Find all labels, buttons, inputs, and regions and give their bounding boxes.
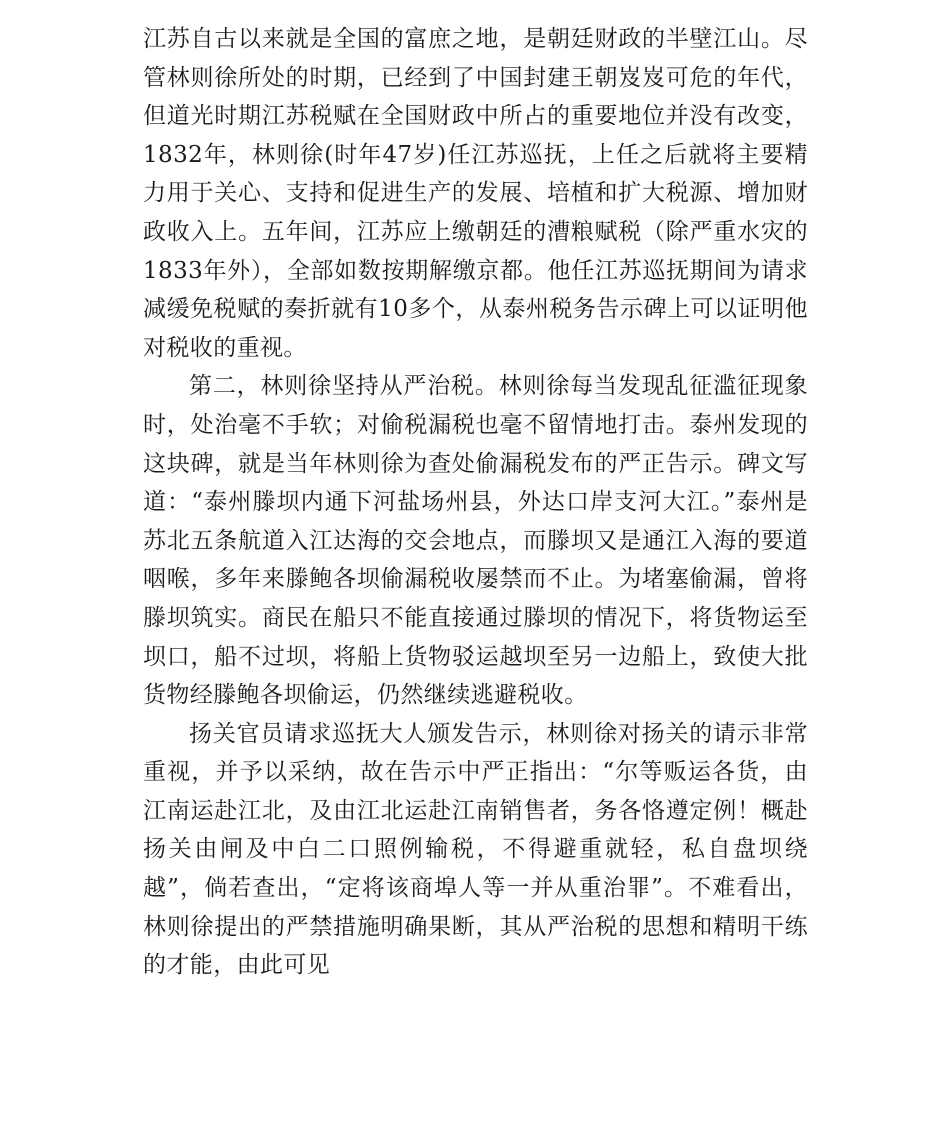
paragraph-2: 第二，林则徐坚持从严治税。林则徐每当发现乱征滥征现象时，处治毫不手软；对偷税漏税也毫不留情地打击。泰州发现的这块碑，就是当年林则徐为查处偷漏税发布的严正告示。碑文写道：“泰州滕坝内通下河盐场州县，外达口岸支河大江。”泰州是苏北五条航道入江达海的交会地点，而滕坝又是通江入海的要道咽喉，多年来滕鲍各坝偷漏税收屡禁而不止。为堵塞偷漏，曾将滕坝筑实。商民在船只不能直接通过滕坝的情况下，将货物运至坝口，船不过坝，将船上货物驳运越坝至另一边船上，致使大批货物经滕鲍各坝偷运，仍然继续逃避税收。 [143,373,808,709]
paragraph-1: 江苏自古以来就是全国的富庶之地，是朝廷财政的半壁江山。尽管林则徐所处的时期，已经到了中国封建王朝岌岌可危的年代，但道光时期江苏税赋在全国财政中所占的重要地位并没有改变，1832年，林则徐(时年47岁)任江苏巡抚，上任之后就将主要精力用于关心、支持和促进生产的发展、培植和扩大税源、增加财政收入上。五年间，江苏应上缴朝廷的漕粮赋税（除严重水灾的1833年外），全部如数按期解缴京都。他任江苏巡抚期间为请求减缓免税赋的奏折就有10多个，从泰州税务告示碑上可以证明他对税收的重视。 [143,26,808,361]
paragraph-3: 扬关官员请求巡抚大人颁发告示，林则徐对扬关的请示非常重视，并予以采纳，故在告示中严正指出：“尔等贩运各货，由江南运赴江北，及由江北运赴江南销售者，务各恪遵定例！概赴扬关由闸及中白二口照例输税，不得避重就轻，私自盘坝绕越”，倘若查出，“定将该商埠人等一并从重治罪”。不难看出，林则徐提出的严禁措施明确果断，其从严治税的思想和精明干练的才能，由此可见 [143,720,808,979]
body-text [143,20,808,985]
